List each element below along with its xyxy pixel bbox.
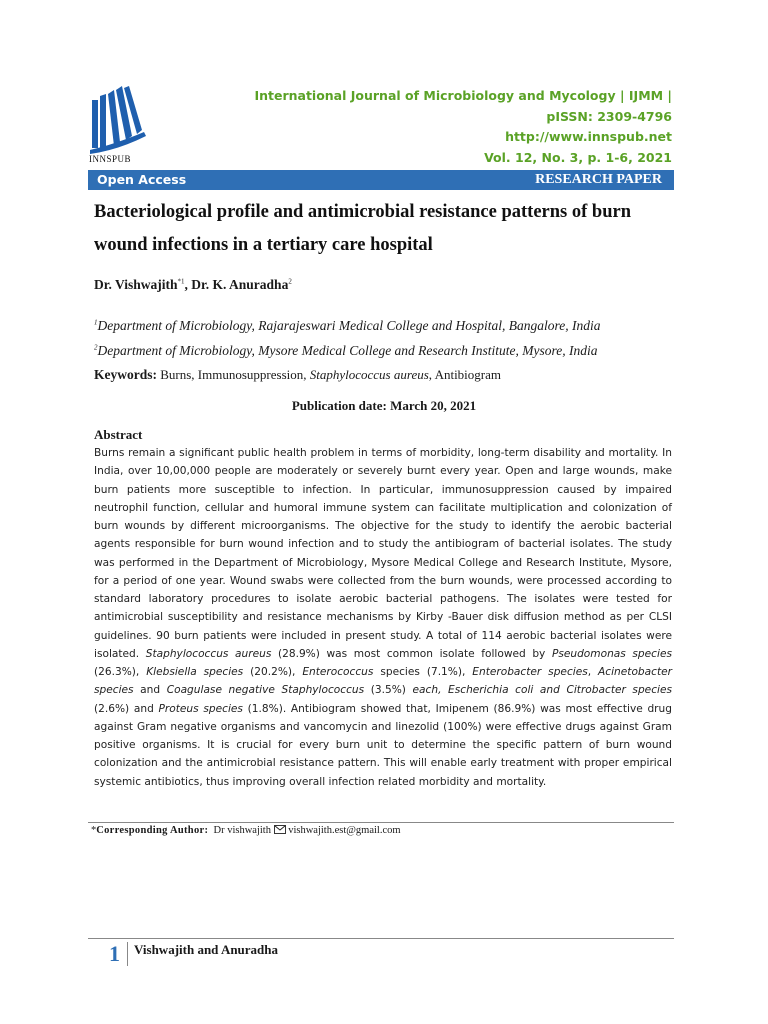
keywords-species: Staphylococcus aureus	[309, 367, 429, 382]
corresponding-name: Dr vishwajith	[213, 825, 271, 836]
author-1: Dr. Vishwajith	[94, 277, 178, 292]
species-coagulase: Coagulase negative Staphylococcus	[166, 684, 365, 697]
footer-separator	[127, 942, 128, 966]
issn: pISSN: 2309-4796	[546, 109, 672, 124]
author-2-sup: 2	[288, 277, 292, 286]
affiliation-2-sup: 2	[94, 343, 98, 352]
corresponding-author	[91, 825, 401, 836]
species-klebsiella: Klebsiella species	[146, 666, 244, 678]
envelope-icon	[274, 825, 286, 834]
affiliation-1-sup: 1	[94, 318, 98, 327]
page-number: 1	[109, 941, 120, 966]
affiliation-2	[94, 343, 598, 359]
open-access-label: Open Access	[97, 172, 187, 187]
corresponding-label: Corresponding Author:	[96, 825, 209, 836]
abstract-text-1: Burns remain a significant public health problem in terms of morbidity, long-term disability and mortality. In India, over 10,00,000 people are moderately or severely burnt every year. Open and large wounds, make burn patients more susceptible to infection. In particular, immunosuppression caused by impaired neutrophil function, cellular and humoral immune system can facilitate multiplication and colonization of burn wounds by different microorganisms. The objective for the study to identify the aerobic bacterial agents responsible for burn wound infection and to study the antibiogram of bacterial isolates. The study was performed in the Department of Microbiology, Mysore Medical College and Research Institute, Mysore, for a period of one year. Wound swabs were collected from the burn wounds, were processed according to standard laboratory procedures to isolate aerobic bacterial pathogens. The isolates were tested for antimicrobial susceptibility and resistance mechanisms by Kirby -Bauer disk diffusion method as per CLSI guidelines. 90 burn patients were included in present study. A total of 114 aerobic bacterial isolates were isolated.	[94, 447, 672, 660]
abstract-text-3: (26.3%),	[94, 666, 147, 678]
abstract-heading: Abstract	[94, 427, 143, 442]
author-line	[94, 277, 292, 293]
article-type-label: RESEARCH PAPER	[535, 172, 662, 187]
species-enterobacter: Enterobacter species	[472, 666, 588, 678]
abstract-text-7: and	[133, 684, 167, 697]
abstract-text-8: (3.5%)	[364, 684, 413, 697]
publication-date: Publication date: March 20, 2021	[291, 398, 477, 413]
author-separator: ,	[184, 277, 192, 292]
abstract-text-9: (2.6%) and	[94, 702, 159, 715]
asterisk: *	[91, 825, 97, 836]
journal-url[interactable]: http://www.innspub.net	[505, 129, 672, 144]
footer-divider	[88, 938, 674, 939]
abstract-text-6: ,	[587, 666, 599, 678]
abstract-body	[94, 444, 672, 791]
footer-authors: Vishwajith and Anuradha	[134, 942, 279, 957]
logo-text: INNSPUB	[89, 154, 132, 164]
volume-info: Vol. 12, No. 3, p. 1-6, 2021	[484, 150, 672, 165]
keywords-part-a: Burns, Immunosuppression,	[157, 367, 310, 382]
abstract-text-2: (28.9%) was most common isolate followed by	[271, 647, 552, 660]
author-2: Dr. K. Anuradha	[191, 277, 289, 292]
affiliation-1	[94, 318, 600, 334]
keywords	[94, 367, 501, 383]
journal-name: International Journal of Microbiology and Mycology | IJMM |	[254, 88, 672, 103]
abstract-text-5: species (7.1%),	[373, 666, 473, 678]
corresponding-email[interactable]: vishwajith.est@gmail.com	[288, 825, 401, 836]
abstract-text-4: (20.2%),	[243, 666, 303, 678]
species-staph: Staphylococcus aureus	[145, 647, 272, 660]
divider	[88, 822, 674, 823]
affiliation-1-text: Department of Microbiology, Rajarajeswari Medical College and Hospital, Bangalore, India	[97, 318, 601, 333]
species-proteus: Proteus species	[158, 702, 243, 715]
species-ecoli-citrobacter: each, Escherichia coli and Citrobacter species	[412, 684, 673, 697]
species-pseudomonas: Pseudomonas species	[551, 647, 672, 660]
abstract-text-10: (1.8%). Antibiogram showed that, Imipenem (86.9%) was most effective drug against Gram negative organisms and vancomycin and linezolid (100%) were effective drugs against Gram positive organisms. It is crucial for every burn unit to determine the specific pattern of burn wound colonization and the antimicrobial resistance pattern. This will enable early treatment with proper empirical systemic antibiotics, thus improving overall infection related morbidity and mortality.	[94, 702, 672, 788]
affiliation-2-text: Department of Microbiology, Mysore Medical College and Research Institute, Mysore, India	[97, 343, 598, 358]
author-1-sup: *1	[177, 277, 185, 286]
species-acinetobacter: Acinetobacter species	[94, 666, 672, 697]
article-title: Bacteriological profile and antimicrobial resistance patterns of burn wound infections in a tertiary care hospital	[94, 202, 631, 255]
species-enterococcus: Enterococcus	[302, 666, 374, 678]
keywords-label: Keywords:	[94, 367, 157, 382]
keywords-part-c: , Antibiogram	[428, 367, 501, 382]
